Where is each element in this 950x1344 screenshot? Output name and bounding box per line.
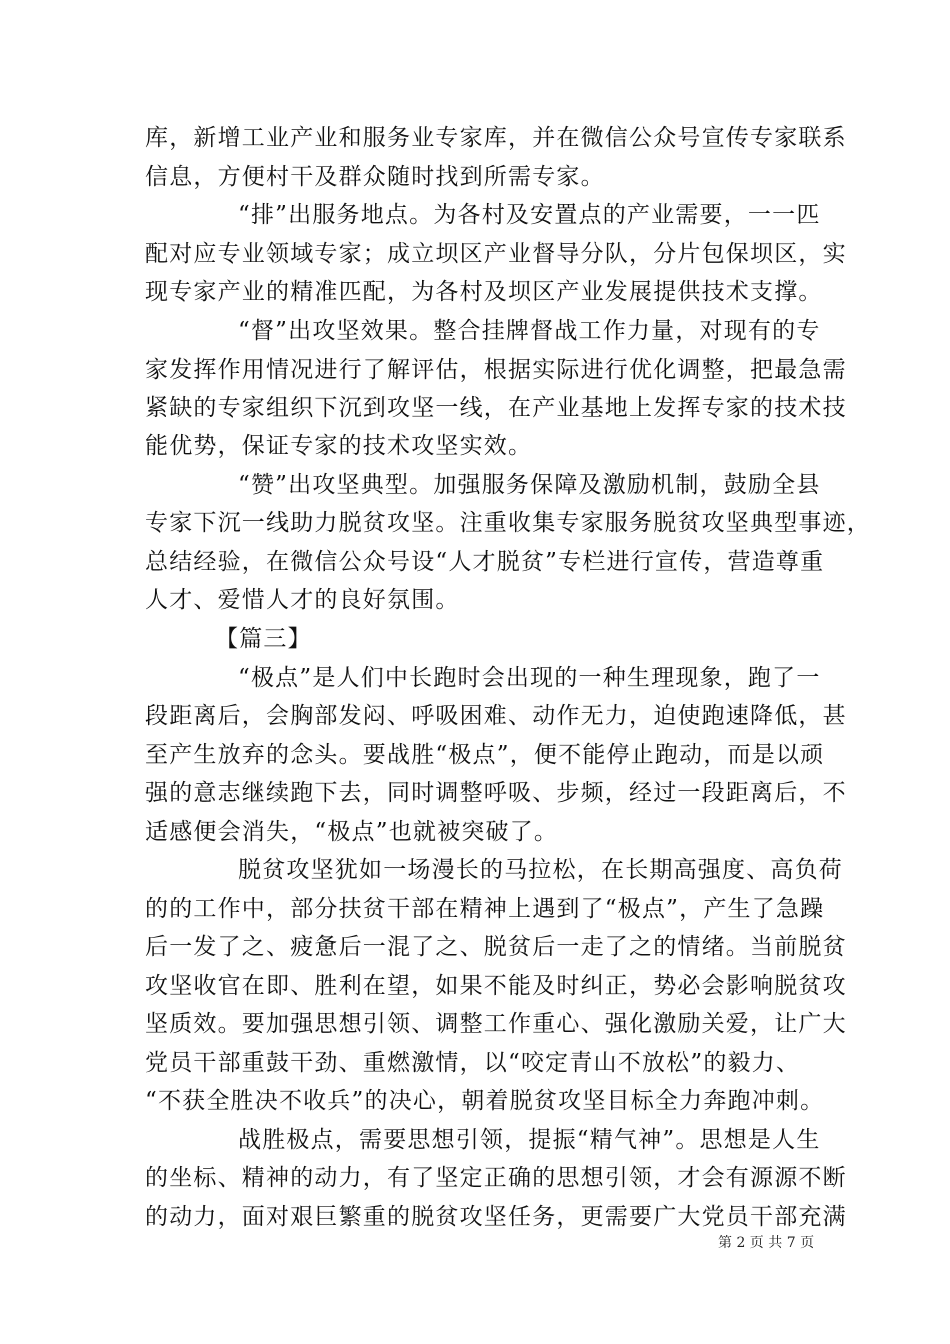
page-number: 第 2 页 共 7 页 [718, 1235, 815, 1251]
text-line-indented: “极点”是人们中长跑时会出现的一种生理现象，跑了一 [238, 665, 821, 691]
section-heading: 【篇三】 [215, 626, 312, 652]
text-line: 后一发了之、疲惫后一混了之、脱贫后一走了之的情绪。当前脱贫 [145, 934, 847, 960]
text-line: 信息，方便村干及群众随时找到所需专家。 [145, 164, 605, 190]
text-line: 的动力，面对艰巨繁重的脱贫攻坚任务，更需要广大党员干部充满 [145, 1204, 847, 1230]
text-line-indented: 战胜极点，需要思想引领，提振“精气神”。思想是人生 [238, 1127, 821, 1153]
text-line: 坚质效。要加强思想引领、调整工作重心、强化激励关爱，让广大 [145, 1011, 847, 1037]
text-line: 人才、爱惜人才的良好氛围。 [145, 587, 460, 613]
text-line: 党员干部重鼓干劲、重燃激情，以“咬定青山不放松”的毅力、 [145, 1050, 801, 1076]
text-line: 专家下沉一线助力脱贫攻坚。注重收集专家服务脱贫攻坚典型事迹， [145, 510, 871, 536]
text-line: 家发挥作用情况进行了解评估，根据实际进行优化调整，把最急需 [145, 357, 847, 383]
text-line: 至产生放弃的念头。要战胜“极点”，便不能停止跑动，而是以顽 [145, 742, 825, 768]
text-line: 总结经验，在微信公众号设“人才脱贫”专栏进行宣传，营造尊重 [145, 549, 825, 575]
text-line: “不获全胜决不收兵”的决心，朝着脱贫攻坚目标全力奔跑冲刺。 [145, 1088, 825, 1114]
text-line: 配对应专业领域专家；成立坝区产业督导分队，分片包保坝区，实 [145, 241, 847, 267]
text-line: 适感便会消失，“极点”也就被突破了。 [145, 819, 559, 845]
text-line: 能优势，保证专家的技术攻坚实效。 [145, 433, 533, 459]
text-line-indented: “赞”出攻坚典型。加强服务保障及激励机制，鼓励全县 [238, 472, 821, 498]
text-line: 段距离后，会胸部发闷、呼吸困难、动作无力，迫使跑速降低，甚 [145, 703, 847, 729]
text-line: 强的意志继续跑下去，同时调整呼吸、步频，经过一段距离后，不 [145, 780, 847, 806]
text-line: 的的工作中，部分扶贫干部在精神上遇到了“极点”，产生了急躁 [145, 896, 825, 922]
text-line-indented: 脱贫攻坚犹如一场漫长的马拉松，在长期高强度、高负荷 [238, 857, 843, 883]
text-line: 现专家产业的精准匹配，为各村及坝区产业发展提供技术支撑。 [145, 279, 823, 305]
text-line: 紧缺的专家组织下沉到攻坚一线，在产业基地上发挥专家的技术技 [145, 395, 847, 421]
text-line-indented: “排”出服务地点。为各村及安置点的产业需要，一一匹 [238, 202, 821, 228]
text-line-indented: “督”出攻坚效果。整合挂牌督战工作力量，对现有的专 [238, 318, 821, 344]
text-line: 的坐标、精神的动力，有了坚定正确的思想引领，才会有源源不断 [145, 1165, 847, 1191]
text-line: 库，新增工业产业和服务业专家库，并在微信公众号宣传专家联系 [145, 125, 847, 151]
text-line: 攻坚收官在即、胜利在望，如果不能及时纠正，势必会影响脱贫攻 [145, 973, 847, 999]
